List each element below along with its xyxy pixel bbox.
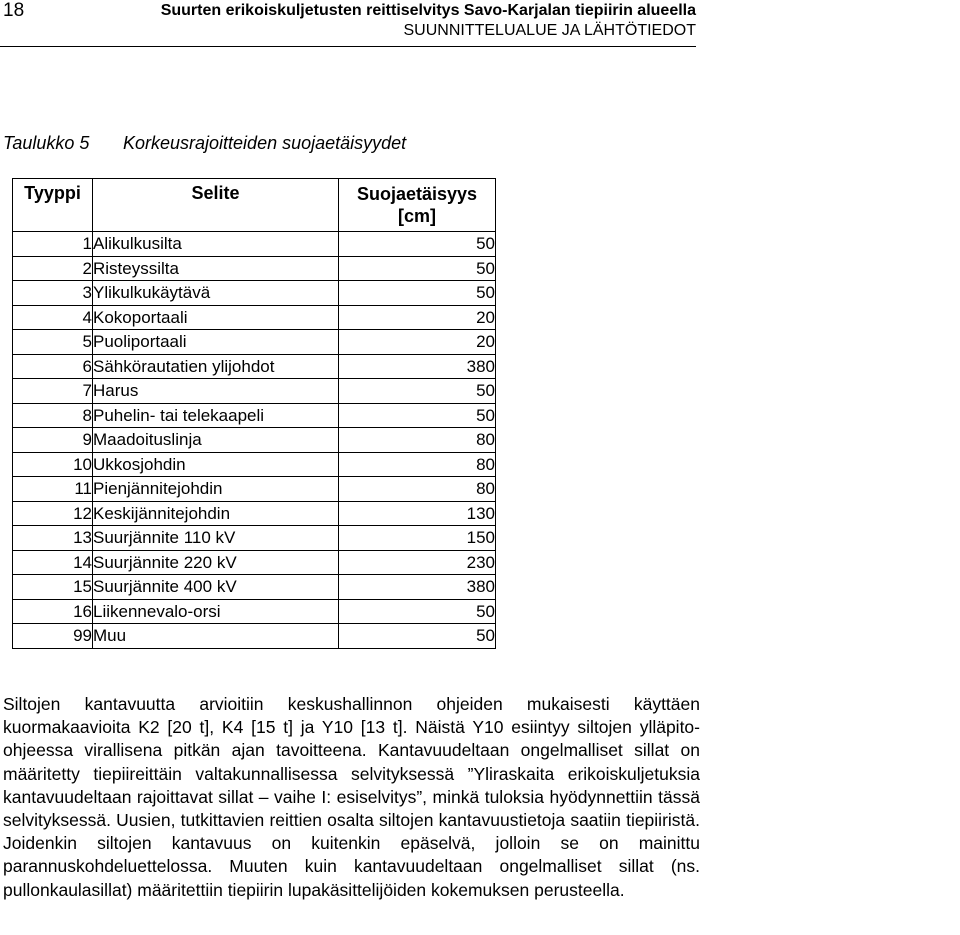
cell-desc: Risteyssilta <box>93 256 339 281</box>
cell-type: 4 <box>13 305 93 330</box>
table-row <box>13 575 496 600</box>
cell-desc: Pienjännitejohdin <box>93 477 339 502</box>
cell-type: 13 <box>13 526 93 551</box>
cell-type: 9 <box>13 428 93 453</box>
table-body <box>13 232 496 649</box>
caption-number: Taulukko 5 <box>3 133 90 153</box>
cell-desc: Muu <box>93 624 339 649</box>
table-row <box>13 354 496 379</box>
cell-desc: Puhelin- tai telekaapeli <box>93 403 339 428</box>
header-type: Tyyppi <box>13 179 93 232</box>
cell-type: 1 <box>13 232 93 257</box>
table-row <box>13 232 496 257</box>
cell-dist: 50 <box>339 624 496 649</box>
cell-dist: 50 <box>339 281 496 306</box>
cell-desc: Harus <box>93 379 339 404</box>
cell-type: 2 <box>13 256 93 281</box>
table-caption <box>3 133 406 154</box>
cell-type: 99 <box>13 624 93 649</box>
cell-desc: Ukkosjohdin <box>93 452 339 477</box>
cell-type: 16 <box>13 599 93 624</box>
cell-dist: 50 <box>339 256 496 281</box>
cell-dist: 20 <box>339 305 496 330</box>
page-number: 18 <box>3 0 25 21</box>
table-row <box>13 379 496 404</box>
cell-dist: 50 <box>339 379 496 404</box>
body-paragraph: Siltojen kantavuutta arvioitiin keskushallinnon ohjeiden mukaisesti käyttäen kuormakaavioita K2 [20 t], K4 [15 t] ja Y10 [13 t]. Näistä Y10 esiintyy siltojen ylläpito-ohjeessa virallisena pitkän ajan tavoitteena. Kantavuudeltaan ongelmalliset sillat on määritetty tiepiireittäin valtakunnallisessa selvityksessä ”Yliraskaita erikoiskuljetuksia kantavuudeltaan rajoittavat sillat – vaihe I: esiselvitys”, minkä tuloksia hyödynnettiin tässä selvityksessä. Uusien, tutkittavien reittien osalta siltojen kantavuustietoja saatiin tiepiiristä. Joidenkin siltojen kantavuus on kuitenkin epäselvä, jolloin se on mainittu parannuskohdeluettelossa. Muuten kuin kantavuudeltaan ongelmalliset sillat (ns. pullonkaulasillat) määritettiin tiepiirin lupakäsittelijöiden kokemuksen perusteella. <box>3 694 700 900</box>
cell-dist: 80 <box>339 477 496 502</box>
cell-desc: Alikulkusilta <box>93 232 339 257</box>
header-dist <box>339 179 496 232</box>
table-row <box>13 281 496 306</box>
header-title: Suurten erikoiskuljetusten reittiselvitys Savo-Karjalan tiepiirin alueella <box>160 2 696 19</box>
table-row <box>13 330 496 355</box>
cell-type: 10 <box>13 452 93 477</box>
cell-dist: 20 <box>339 330 496 355</box>
table-row <box>13 256 496 281</box>
cell-type: 5 <box>13 330 93 355</box>
cell-desc: Suurjännite 220 kV <box>93 550 339 575</box>
cell-desc: Suurjännite 110 kV <box>93 526 339 551</box>
table-header-row <box>13 179 496 232</box>
cell-desc: Maadoituslinja <box>93 428 339 453</box>
table-row <box>13 452 496 477</box>
header-dist-line2: [cm] <box>397 206 436 226</box>
cell-dist: 230 <box>339 550 496 575</box>
cell-desc: Puoliportaali <box>93 330 339 355</box>
header-subtitle: SUUNNITTELUALUE JA LÄHTÖTIEDOT <box>403 22 696 39</box>
header-rule <box>0 46 696 47</box>
header-desc: Selite <box>93 179 339 232</box>
cell-type: 11 <box>13 477 93 502</box>
table-row <box>13 477 496 502</box>
cell-type: 15 <box>13 575 93 600</box>
cell-dist: 150 <box>339 526 496 551</box>
cell-dist: 380 <box>339 575 496 600</box>
clearance-table <box>12 178 496 649</box>
cell-dist: 50 <box>339 599 496 624</box>
cell-dist: 380 <box>339 354 496 379</box>
cell-type: 12 <box>13 501 93 526</box>
table-row <box>13 550 496 575</box>
table-row <box>13 501 496 526</box>
table-row <box>13 624 496 649</box>
cell-desc: Suurjännite 400 kV <box>93 575 339 600</box>
cell-type: 6 <box>13 354 93 379</box>
cell-type: 14 <box>13 550 93 575</box>
cell-type: 8 <box>13 403 93 428</box>
cell-desc: Liikennevalo-orsi <box>93 599 339 624</box>
table-row <box>13 305 496 330</box>
cell-dist: 130 <box>339 501 496 526</box>
cell-desc: Sähkörautatien ylijohdot <box>93 354 339 379</box>
cell-desc: Ylikulkukäytävä <box>93 281 339 306</box>
header-dist-line1: Suojaetäisyys <box>356 184 478 204</box>
table-row <box>13 428 496 453</box>
cell-dist: 50 <box>339 403 496 428</box>
table-row <box>13 403 496 428</box>
cell-desc: Kokoportaali <box>93 305 339 330</box>
cell-dist: 80 <box>339 428 496 453</box>
cell-type: 3 <box>13 281 93 306</box>
cell-type: 7 <box>13 379 93 404</box>
caption-text: Korkeusrajoitteiden suojaetäisyydet <box>123 133 407 153</box>
cell-dist: 80 <box>339 452 496 477</box>
cell-dist: 50 <box>339 232 496 257</box>
table-row <box>13 526 496 551</box>
cell-desc: Keskijännitejohdin <box>93 501 339 526</box>
table-row <box>13 599 496 624</box>
